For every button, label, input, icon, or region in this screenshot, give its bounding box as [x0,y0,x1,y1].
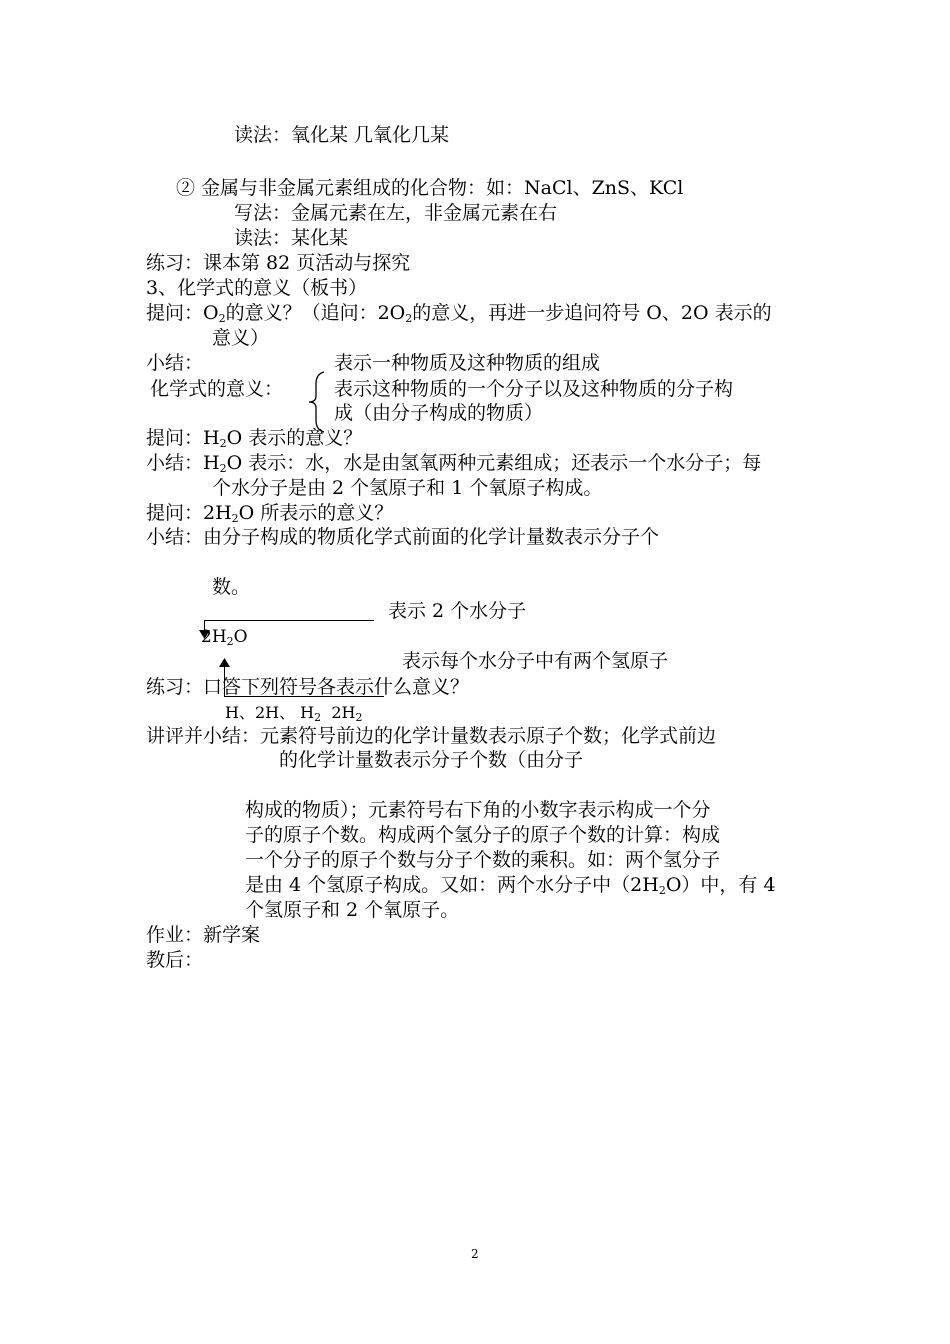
reading-rule-oxide: 读法：氧化某 几氧化几某 [234,124,450,146]
summary-h2o-cont: 个水分子是由 2 个氢原子和 1 个氧原子构成。 [212,477,603,499]
review-summary: 讲评并小结：元素符号前边的化学计量数表示原子个数；化学式前边 [146,725,717,747]
question-o2-cont: 意义） [212,327,270,349]
pointer-line-top [204,620,374,621]
summary-coefficient: 小结：由分子构成的物质化学式前面的化学计量数表示分子个 [146,526,660,548]
metal-nonmetal-compound-heading: ② 金属与非金属元素组成的化合物：如：NaCl、ZnS、KCl [176,177,684,199]
question-h2o: 提问：$H_2O$ 表示的意义？ [146,427,363,450]
summary-h2o: 小结：$H_2O$ 表示：水，水是由氢氧两种元素组成；还表示一个水分子；每 [146,452,762,475]
annotation-two-hydrogen: 表示每个水分子中有两个氢原子 [402,650,669,672]
review-summary-cont-4: 一个分子的原子个数与分子个数的乘积。如：两个氢分子 [245,849,721,871]
summary-coefficient-cont: 数。 [212,576,251,598]
meaning-item-2: 表示这种物质的一个分子以及这种物质的分子构 [334,378,734,400]
exercise-oral: 练习：口答下列符号各表示什么意义？ [146,676,470,698]
annotation-two-molecules: 表示 2 个水分子 [388,600,527,622]
review-summary-cont-5: 是由 4 个氢原子构成。又如：两个水分子中$(2H_2O)$中，有 4 [245,874,776,897]
reading-rule: 读法：某化某 [234,227,349,249]
question-o2: 提问：$O_2$的意义？（追问：$2O_2$的意义，再进一步追问符号 O、2O 表示的 [146,302,772,325]
after-class-notes: 教后： [146,949,204,971]
review-summary-cont-2: 构成的物质）；元素符号右下角的小数字表示构成一个分 [245,799,711,821]
formula-meaning-label: 化学式的意义： [150,378,284,400]
meaning-item-2-cont: 成（由分子构成的物质） [334,402,544,424]
summary-label: 小结： [146,352,204,374]
review-summary-cont-6: 个氢原子和 2 个氧原子。 [245,899,460,921]
page-number: 2 [471,1247,479,1261]
review-summary-cont-3: 子的原子个数。构成两个氢分子的原子个数的计算：构成 [245,824,721,846]
symbol-list: H、2H、 $H_2$ $2H_2$ [225,703,363,724]
formula-2h2o: $2H_2O$ [201,627,248,648]
writing-rule: 写法：金属元素在左，非金属元素在右 [234,202,558,224]
section-heading: 3、化学式的意义（板书） [146,277,368,299]
homework-line: 作业：新学案 [146,924,261,946]
meaning-item-1: 表示一种物质及这种物质的组成 [334,352,601,374]
question-2h2o: 提问：$2H_2O$ 所表示的意义？ [146,502,394,525]
exercise-line: 练习：课本第 82 页活动与探究 [146,252,411,274]
review-summary-cont-1: 的化学计量数表示分子个数（由分子 [279,749,584,771]
